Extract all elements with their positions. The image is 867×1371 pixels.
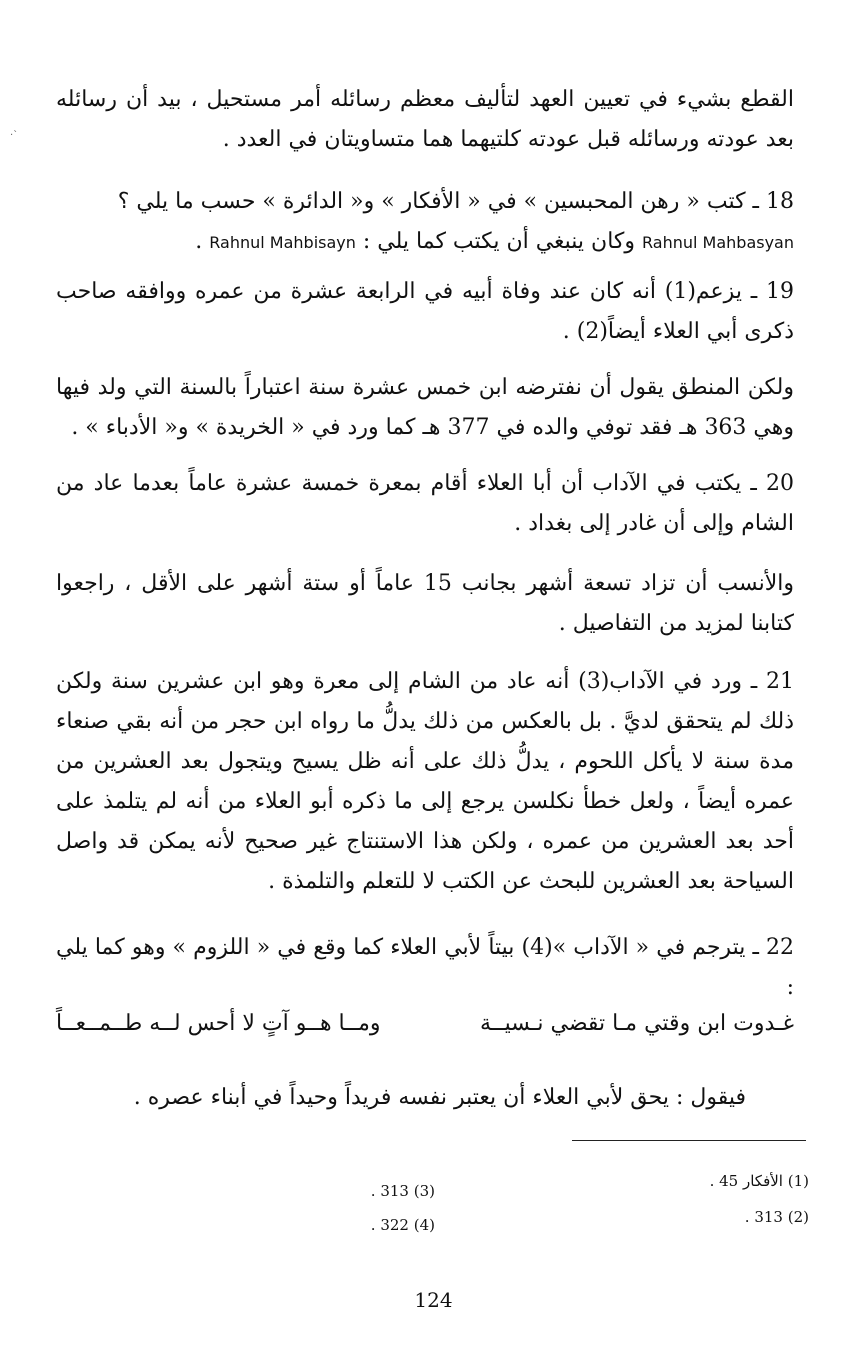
verse-second-hemistich: ومــا هــو آتٍ لا أحس لــه طــمــعــاً (56, 1011, 381, 1036)
paragraph-18 (56, 182, 794, 263)
scan-speck: ·ˋ (10, 130, 19, 141)
footnote-3: (3) 313 . (370, 1182, 435, 1200)
paragraph-22: 22 ـ يترجم في « الآداب »(4) بيتاً لأبي العلاء كما وقع في « اللزوم » وهو كما يلي : (56, 935, 794, 1000)
paragraph-20-followup: والأنسب أن تزاد تسعة أشهر بجانب 15 عاماً أو ستة أشهر على الأقل ، راجعوا كتابنا لمزيد من التفاصيل . (56, 571, 794, 636)
verse-first-hemistich: غـدوت ابن وقتي مـا تقضي نـسيــة (479, 1011, 794, 1036)
paragraph-22-followup: فيقول : يحق لأبي العلاء أن يعتبر نفسه فريداً وحيداً في أبناء عصره . (133, 1085, 746, 1110)
paragraph-20: 20 ـ يكتب في الآداب أن أبا العلاء أقام بمعرة خمسة عشرة عاماً بعدما عاد من الشام وإلى أن غادر إلى بغداد . (56, 471, 794, 536)
paragraph-21: 21 ـ ورد في الآداب(3) أنه عاد من الشام إلى معرة وهو ابن عشرين سنة ولكن ذلك لم يتحقق لديَّ . بل بالعكس من ذلك يدلُّ ما رواه ابن حجر من أنه بقي صنعاء مدة سنة لا يأكل اللحوم ، يدلُّ ذلك على أنه ظل يسيح ويتجول بعد العشرين من عمره أيضاً ، ولعل خطأ نكلسن يرجع إلى ما ذكره أبو العلاء من أنه لم يتلمذ على أحد بعد العشرين من عمره ، ولكن هذا الاستنتاج غير صحيح لأنه يمكن قد واصل السياحة بعد العشرين للبحث عن الكتب لا للتعلم والتلمذة . (56, 669, 794, 894)
paragraph-19: 19 ـ يزعم(1) أنه كان عند وفاة أبيه في الرابعة عشرة من عمره ووافقه صاحب ذكرى أبي العلاء أيضاً(2) . (56, 279, 795, 344)
footnote-2: (2) 313 . (744, 1208, 809, 1226)
footnote-1: (1) الأفكار 45 . (709, 1172, 809, 1190)
page-number: 124 (414, 1288, 453, 1312)
footnote-4: (4) 322 . (370, 1216, 435, 1234)
footnote-separator (572, 1140, 806, 1141)
paragraph-18-end: . (195, 229, 203, 254)
latin-spelling-wrong: Rahnul Mahbasyan (642, 233, 794, 252)
paragraph-19-followup: ولكن المنطق يقول أن نفترضه ابن خمس عشرة سنة اعتباراً بالسنة التي ولد فيها وهي 363 هـ فقد توفي والده في 377 هـ كما ورد في « الخريدة » و« الأدباء » . (56, 375, 794, 440)
poem-verse (56, 1004, 794, 1044)
paragraph-18-mid: وكان ينبغي أن يكتب كما يلي : (362, 229, 636, 254)
latin-spelling-correct: Rahnul Mahbisayn (209, 233, 356, 252)
paragraph-18-text: 18 ـ كتب « رهن المحبسين » في « الأفكار » و« الدائرة » حسب ما يلي ؟ (117, 189, 794, 214)
paragraph-intro: القطع بشيء في تعيين العهد لتأليف معظم رسائله أمر مستحيل ، بيد أن رسائله بعد عودته ورسائله قبل عودته كلتيهما هما متساويتان في العدد . (56, 87, 794, 152)
